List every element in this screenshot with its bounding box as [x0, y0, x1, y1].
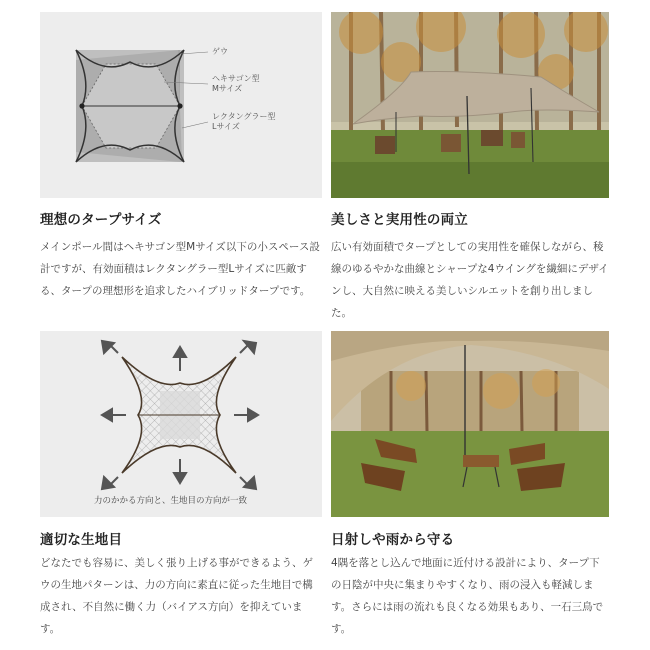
fabric-grain-caption: 力のかかる方向と、生地目の方向が一致: [94, 496, 248, 506]
label-hexagon: ヘキサゴン型 Mサイズ: [212, 74, 260, 93]
section-title-sun-rain-protection: 日射しや雨から守る: [331, 532, 455, 548]
section-title-ideal-size: 理想のタープサイズ: [40, 212, 162, 228]
under-tarp-photo: [331, 331, 609, 517]
tarp-size-diagram-svg: [40, 12, 322, 198]
tarp-forest-photo-svg: [331, 12, 609, 198]
section-title-fabric-grain: 適切な生地目: [40, 532, 123, 548]
fabric-grain-diagram: [40, 331, 322, 517]
under-tarp-photo-svg: [331, 331, 609, 517]
section-body-sun-rain-protection: 4隅を落とし込んで地面に近付ける設計により、タープ下の日陰が中央に集まりやすくなり、雨の浸入も軽減します。さらには雨の流れも良くなる効果もあり、一石三鳥です。: [331, 557, 604, 635]
label-rectangular: レクタングラー型 Lサイズ: [212, 112, 276, 131]
pole-point-left: [79, 103, 84, 108]
tarp-forest-photo: [331, 12, 609, 198]
tarp-size-diagram: [40, 12, 322, 198]
pole-point-right: [177, 103, 182, 108]
section-body-fabric-grain: どなたでも容易に、美しく張り上げる事ができるよう、ゲウの生地パターンは、力の方向に素直に従った生地目で構成され、不自然に働く力（バイアス方向）を抑えています。: [40, 557, 313, 635]
fabric-grain-diagram-svg: [40, 331, 322, 517]
label-gew: ゲウ: [212, 47, 228, 56]
section-body-beauty-practicality: 広い有効面積でタープとしての実用性を確保しながら、稜線のゆるやかな曲線とシャープな4ウイングを繊細にデザインし、大自然に映える美しいシルエットを創り出しました。: [331, 241, 609, 319]
section-body-ideal-size: メインポール間はヘキサゴン型Mサイズ以下の小スペース設計ですが、有効面積はレクタングラー型Lサイズに匹敵する、タープの理想形を追求したハイブリッドタープです。: [40, 241, 320, 297]
section-title-beauty-practicality: 美しさと実用性の両立: [331, 212, 468, 228]
